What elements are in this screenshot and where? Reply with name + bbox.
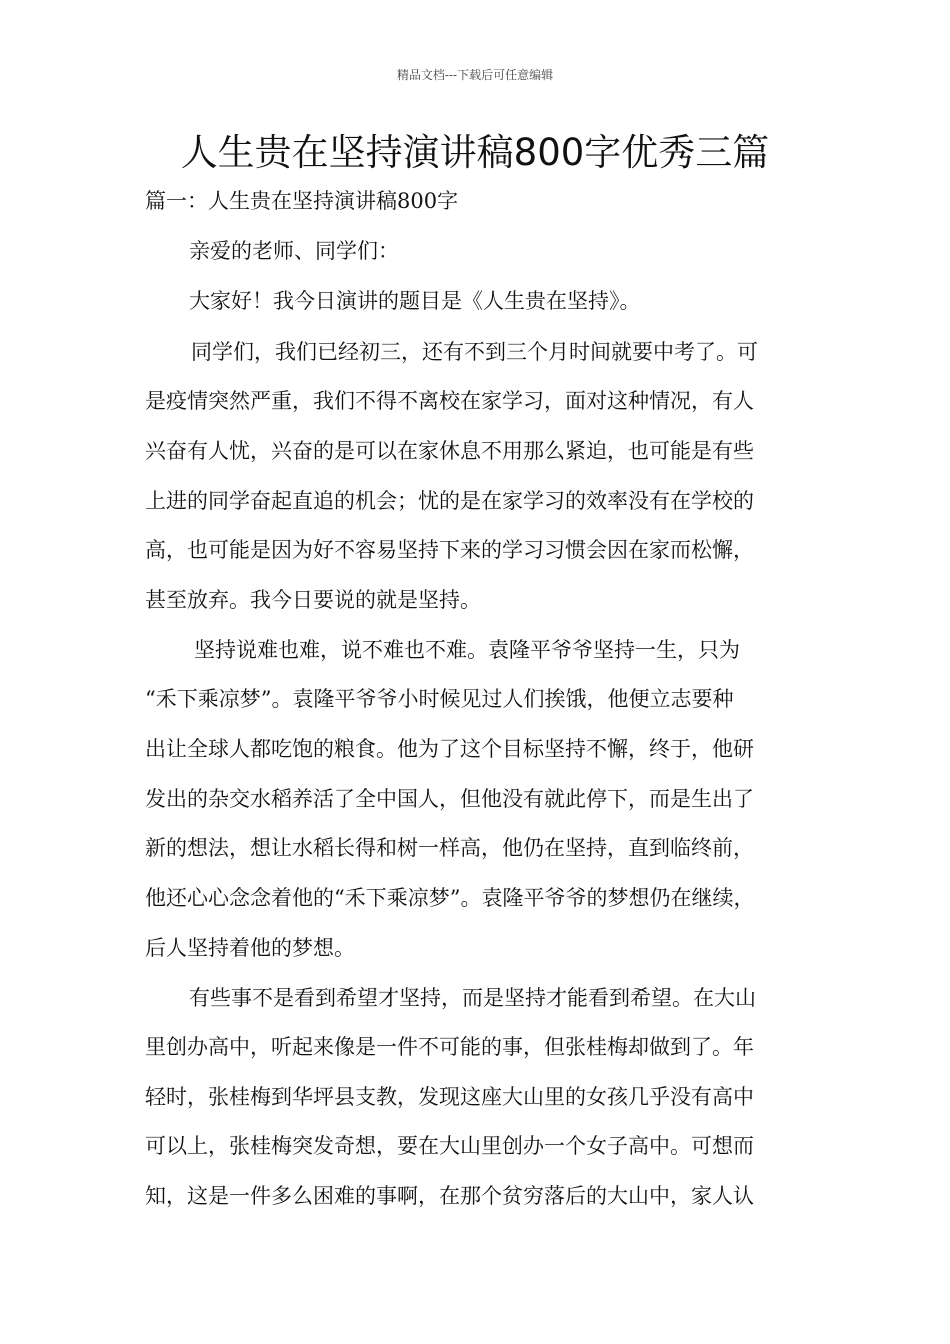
paragraph-line: 兴奋有人忧，兴奋的是可以在家休息不用那么紧迫，也可能是有些 (145, 439, 754, 463)
paragraph-line: 甚至放弃。我今日要说的就是坚持。 (145, 588, 481, 612)
paragraph-line: “禾下乘凉梦”。袁隆平爷爷小时候见过人们挨饿，他便立志要种 (145, 687, 734, 711)
document-title: 人生贵在坚持演讲稿800字优秀三篇 (180, 131, 770, 174)
paragraph-line: 出让全球人都吃饱的粮食。他为了这个目标坚持不懈，终于，他研 (145, 737, 754, 761)
paragraph-line: 轻时，张桂梅到华坪县支教，发现这座大山里的女孩几乎没有高中 (145, 1085, 754, 1109)
greeting: 大家好！我今日演讲的题目是《人生贵在坚持》。 (189, 289, 641, 313)
header-note: 精品文档---下载后可任意编辑 (396, 68, 554, 82)
section-heading: 篇一：人生贵在坚持演讲稿800字 (145, 189, 459, 213)
paragraph-line: 有些事不是看到希望才坚持，而是坚持才能看到希望。在大山 (189, 986, 756, 1010)
paragraph-line: 上进的同学奋起直追的机会；忧的是在家学习的效率没有在学校的 (145, 489, 754, 513)
paragraph-line: 发出的杂交水稻养活了全中国人，但他没有就此停下，而是生出了 (145, 787, 754, 811)
paragraph-line: 高，也可能是因为好不容易坚持下来的学习习惯会因在家而松懈， (145, 538, 754, 562)
paragraph-line: 同学们，我们已经初三，还有不到三个月时间就要中考了。可 (191, 340, 758, 364)
paragraph-line: 知，这是一件多么困难的事啊，在那个贫穷落后的大山中，家人认 (145, 1184, 754, 1208)
paragraph-line: 他还心心念念着他的“禾下乘凉梦”。袁隆平爷爷的梦想仍在继续， (145, 886, 755, 910)
paragraph-line: 是疫情突然严重，我们不得不离校在家学习，面对这种情况，有人 (145, 389, 754, 413)
paragraph-line: 坚持说难也难，说不难也不难。袁隆平爷爷坚持一生，只为 (194, 638, 740, 662)
paragraph-line: 里创办高中，听起来像是一件不可能的事，但张桂梅却做到了。年 (145, 1035, 754, 1059)
paragraph-line: 后人坚持着他的梦想。 (145, 936, 355, 960)
paragraph-line: 新的想法，想让水稻长得和树一样高，他仍在坚持，直到临终前， (145, 836, 754, 860)
paragraph-line: 可以上，张桂梅突发奇想，要在大山里创办一个女子高中。可想而 (145, 1134, 754, 1158)
salutation: 亲爱的老师、同学们： (189, 239, 399, 263)
